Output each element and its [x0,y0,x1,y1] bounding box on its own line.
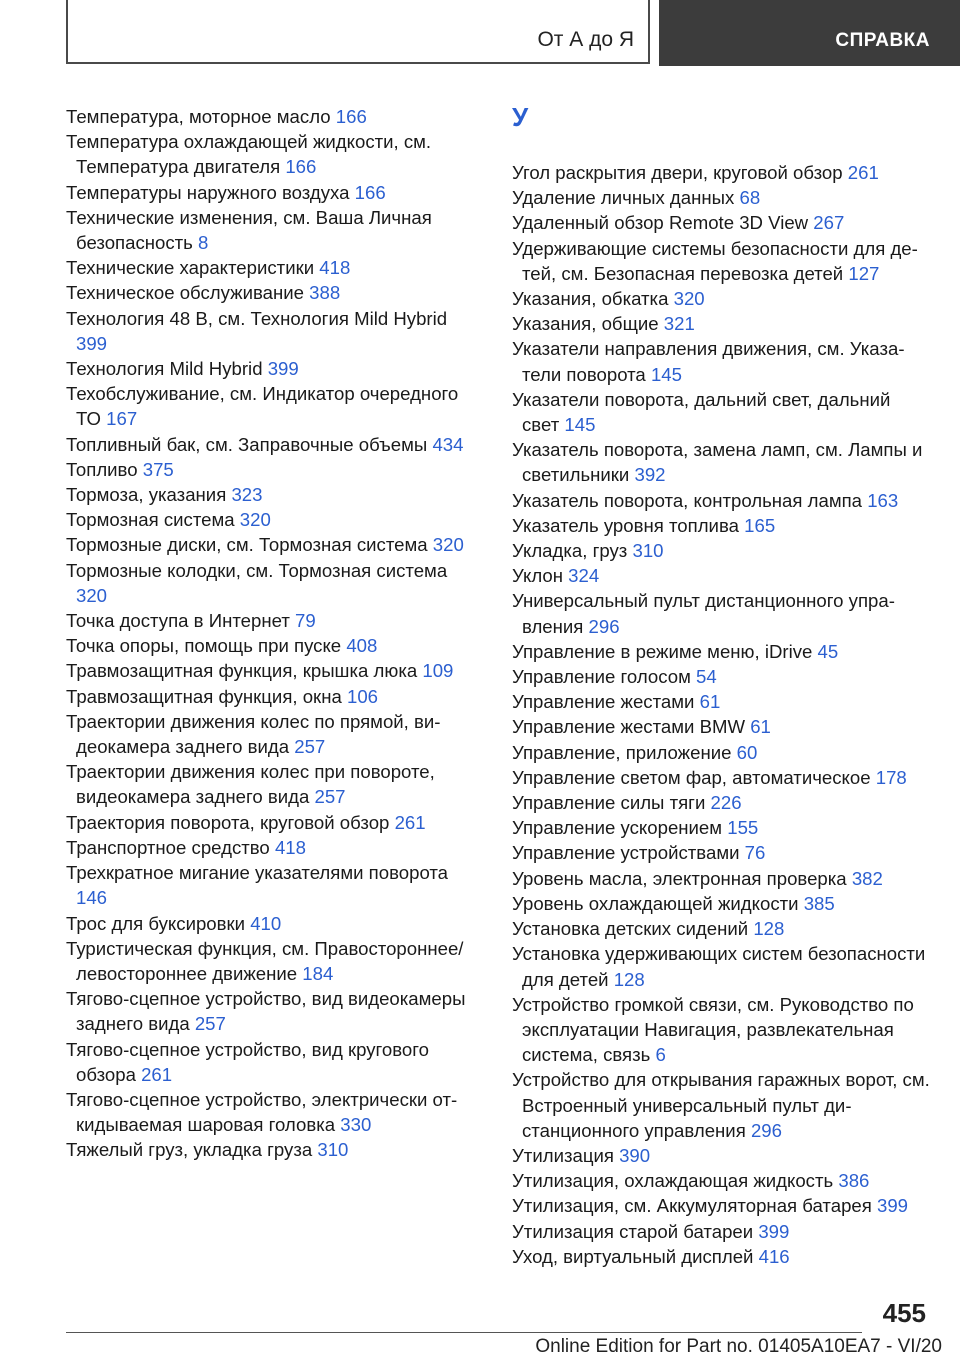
index-entry [512,740,932,765]
index-entry [512,1143,932,1168]
index-entry-text: Удаление личных данных [512,187,735,209]
page-reference-link[interactable]: 155 [727,817,759,839]
index-entry [512,941,932,991]
index-entry [512,311,932,336]
index-list-right [512,160,932,1269]
index-letter-heading: У [512,102,529,132]
page-header [0,0,960,66]
index-entry-text: Управление светом фар, автоматическое [512,766,871,788]
index-entry-text: Траектории движения колес по прямой, видеокамера заднего вида [66,710,441,758]
index-entry-text: Указатели поворота, дальний свет, дальний свет [512,388,891,436]
page-reference-link[interactable]: 68 [739,187,761,209]
index-entry [512,765,932,790]
index-entry-text: Удерживающие системы безопасности для детей, см. Безопасная перевозка детей [512,237,918,284]
index-entry [512,992,932,1068]
index-entry-text: Точка доступа в Интернет [66,610,290,632]
index-entry [66,810,482,835]
page-reference-link[interactable]: 390 [619,1144,651,1166]
index-entry-text: Указатель поворота, замена ламп, см. Лампы и светильники [512,439,923,486]
index-entry-text: Транспортное средство [66,836,270,858]
page-reference-link[interactable]: 167 [106,408,138,430]
index-entry [66,709,482,759]
index-entry [512,916,932,941]
page-reference-link[interactable]: 320 [239,509,271,531]
index-entry [66,608,482,633]
index-entry-text: Установка удерживающих систем безопасности для детей [512,943,926,990]
page-reference-link[interactable]: 261 [141,1063,173,1085]
page-reference-link[interactable]: 257 [194,1013,226,1035]
index-entry [66,457,482,482]
page-reference-link[interactable]: 6 [655,1044,666,1066]
page-reference-link[interactable]: 178 [875,766,907,788]
index-entry [512,185,932,210]
index-entry-text: Техобслуживание, см. Индикатор очередного ТО [66,383,459,430]
page-reference-link[interactable]: 166 [335,106,367,127]
index-entry-text: Технические изменения, см. Ваша Личная безопасность [66,206,432,254]
index-entry-text: Техническое обслуживание [66,282,304,304]
index-entry [512,210,932,235]
index-entry [512,588,932,638]
index-entry-text: Утилизация, см. Аккумуляторная батарея [512,1195,872,1217]
index-entry-text: Управление устройствами [512,842,740,864]
index-entry-text: Тягово-сцепное устройство, электрически откидываемая шаровая головка [66,1088,458,1136]
index-entry-text: Уровень охлаждающей жидкости [512,892,799,914]
index-entry-text: Указания, общие [512,313,659,335]
index-entry-text: Тяжелый груз, укладка груза [66,1139,313,1161]
page-reference-link[interactable]: 399 [76,332,108,354]
page-reference-link[interactable]: 267 [813,212,845,234]
index-entry-text: Технология Mild Hybrid [66,358,263,380]
page-reference-link[interactable]: 128 [753,918,785,940]
index-entry [66,860,482,910]
index-entry [66,986,482,1036]
index-entry-text: Тормозные колодки, см. Тормозная система [66,559,448,581]
chapter-label: СПРАВКА [835,30,930,51]
index-column-left [66,104,482,1163]
index-entry-text: Трехкратное мигание указателями поворота [66,862,449,884]
page-reference-link[interactable]: 310 [317,1139,349,1161]
index-entry-text: Укладка, груз [512,540,628,562]
index-entry [66,482,482,507]
index-entry-text: Уровень масла, электронная проверка [512,867,847,889]
index-entry-text: Указатель уровня топлива [512,514,739,536]
page-reference-link[interactable]: 330 [340,1114,372,1136]
index-entry-text: Устройство громкой связи, см. Руководство по эксплуатации Навигация, развлекательная система, связь [512,993,914,1066]
page-reference-link[interactable]: 320 [673,288,705,310]
page-reference-link[interactable]: 296 [588,615,620,637]
index-entry-text: Температура охлаждающей жидкости, см. Температура двигателя [66,131,432,178]
index-entry [512,538,932,563]
index-entry-text: Туристическая функция, см. Правостороннее/ левостороннее движение [66,937,464,984]
page-reference-link[interactable]: 408 [346,635,378,657]
index-entry-text: Траектория поворота, круговой обзор [66,811,390,833]
page-reference-link[interactable]: 61 [699,691,721,713]
index-entry [66,129,482,179]
page-reference-link[interactable]: 434 [432,433,464,455]
index-entry-text: Управление, приложение [512,741,732,763]
page-reference-link[interactable]: 385 [803,892,835,914]
page-reference-link[interactable]: 163 [867,489,899,511]
index-entry [512,891,932,916]
page-reference-link[interactable]: 79 [295,610,316,632]
page-reference-link[interactable]: 128 [613,968,645,990]
page-reference-link[interactable]: 184 [302,962,334,984]
index-entry [512,1067,932,1143]
index-entry [66,306,482,356]
page-reference-link[interactable]: 388 [309,282,341,304]
page-reference-link[interactable]: 145 [650,363,682,385]
page-reference-link[interactable]: 109 [422,660,454,682]
index-entry [66,180,482,205]
index-entry [512,815,932,840]
index-entry [512,639,932,664]
index-entry [66,507,482,532]
page-reference-link[interactable]: 375 [142,458,174,480]
index-entry [512,664,932,689]
index-entry-text: Управление ускорением [512,817,723,839]
index-entry-text: Утилизация старой батареи [512,1220,754,1242]
index-entry [66,936,482,986]
page-reference-link[interactable]: 416 [758,1245,790,1267]
index-entry [512,488,932,513]
page-reference-link[interactable]: 310 [632,540,664,562]
index-entry [66,532,482,557]
index-entry-text: Утилизация, охлаждающая жидкость [512,1170,834,1192]
page-reference-link[interactable]: 145 [564,414,596,436]
page-reference-link[interactable]: 296 [750,1119,782,1141]
index-entry [66,1137,482,1162]
index-entry-text: Удаленный обзор Remote 3D View [512,212,809,234]
index-entry-text: Управление в режиме меню, iDrive [512,640,813,662]
index-entry [512,1168,932,1193]
page-reference-link[interactable]: 323 [231,484,263,506]
index-entry [512,866,932,891]
index-entry-text: Уклон [512,565,563,587]
index-entry-text: Трос для буксировки [66,912,246,934]
index-entry [512,689,932,714]
index-entry-text: Травмозащитная функция, окна [66,685,342,707]
section-tab [66,0,650,64]
page-reference-link[interactable]: 410 [250,912,282,934]
index-entry-text: Универсальный пульт дистанционного управления [512,590,895,637]
index-entry [66,255,482,280]
index-entry [512,840,932,865]
index-entry [512,437,932,487]
index-entry-text: Тягово-сцепное устройство, вид видеокамеры заднего вида [66,988,466,1035]
index-entry-text: Устройство для открывания гаражных ворот, см. Встроенный универсальный пульт дистанционного управления [512,1069,930,1141]
index-entry [512,714,932,739]
index-entry-text: Управление жестами [512,691,695,713]
index-entry-text: Управление жестами BMW [512,716,746,738]
index-entry-text: Тормозная система [66,509,235,531]
index-entry-text: Травмозащитная функция, крышка люка [66,660,418,682]
index-entry-text: Утилизация [512,1144,614,1166]
index-entry [66,104,482,129]
page-reference-link[interactable]: 321 [663,313,695,335]
page-reference-link[interactable]: 165 [744,514,776,536]
index-entry [66,1037,482,1087]
footer-edition-text: Online Edition for Part no. 01405A10EA7 - VI/20 [535,1336,942,1357]
page-reference-link[interactable]: 257 [294,736,326,758]
index-entry [512,1193,932,1218]
index-entry-text: Тягово-сцепное устройство, вид кругового обзора [66,1038,429,1085]
page-reference-link[interactable]: 8 [198,232,209,254]
section-label: От А до Я [537,28,634,51]
page-reference-link[interactable]: 392 [634,464,666,486]
index-entry [512,513,932,538]
index-entry [66,558,482,608]
page-reference-link[interactable]: 399 [877,1195,909,1217]
index-entry [66,1087,482,1137]
index-entry [512,286,932,311]
index-entry-text: Указания, обкатка [512,288,669,310]
page-reference-link[interactable]: 166 [285,156,317,178]
index-entry [512,236,932,286]
index-entry [66,280,482,305]
index-entry-text: Управление силы тяги [512,792,706,814]
page-reference-link[interactable]: 399 [267,358,299,380]
index-entry-text: Указатель поворота, контрольная лампа [512,489,863,511]
index-entry-text: Уход, виртуальный дисплей [512,1245,754,1267]
index-entry [66,205,482,255]
page-reference-link[interactable]: 320 [76,584,108,606]
page-reference-link[interactable]: 76 [744,842,766,864]
index-entry [66,633,482,658]
index-entry [66,911,482,936]
page-reference-link[interactable]: 61 [750,716,771,738]
page-number: 455 [882,1298,926,1328]
index-entry [512,387,932,437]
page-reference-link[interactable]: 127 [848,262,880,284]
index-entry [66,759,482,809]
chapter-tab [659,0,960,66]
index-entry-text: Температуры наружного воздуха [66,181,350,203]
index-entry [512,336,932,386]
index-entry [66,381,482,431]
page-reference-link[interactable]: 324 [568,565,600,587]
index-entry-text: Точка опоры, помощь при пуске [66,635,342,657]
index-entry-text: Управление голосом [512,666,691,688]
index-entry [66,684,482,709]
page-reference-link[interactable]: 226 [710,792,742,814]
page-reference-link[interactable]: 106 [346,685,379,707]
index-entry [512,1244,932,1269]
index-column-right [512,104,932,1269]
index-entry-text: Технические характеристики [66,257,315,279]
index-entry-text: Тормозные диски, см. Тормозная система [66,534,428,556]
index-entry-text: Угол раскрытия двери, круговой обзор [512,162,843,183]
index-entry [512,790,932,815]
page-reference-link[interactable]: 257 [314,786,346,808]
page-reference-link[interactable]: 261 [394,811,426,833]
page-reference-link[interactable]: 60 [736,741,758,763]
index-entry-text: Тормоза, указания [66,484,227,506]
page-reference-link[interactable]: 54 [696,666,717,688]
page-reference-link[interactable]: 166 [354,181,386,203]
page-reference-link[interactable]: 386 [838,1170,870,1192]
index-entry-text: Топливный бак, см. Заправочные объемы [66,433,428,455]
page-reference-link[interactable]: 320 [432,534,464,556]
index-entry-text: Указатели направления движения, см. Указатели поворота [512,338,905,385]
page-reference-link[interactable]: 45 [817,640,839,662]
index-entry [512,160,932,185]
page-reference-link[interactable]: 399 [758,1220,790,1242]
page-reference-link[interactable]: 146 [76,887,108,909]
index-entry-text: Установка детских сидений [512,918,749,940]
index-entry [66,835,482,860]
page-reference-link[interactable]: 382 [851,867,883,889]
index-entry [66,356,482,381]
index-entry [512,1219,932,1244]
footer-divider [66,1332,862,1333]
index-entry-text: Температура, моторное масло [66,106,331,127]
page-reference-link[interactable]: 418 [274,836,306,858]
index-entry-text: Технология 48 В, см. Технология Mild Hybrid [66,307,448,329]
index-entry-text: Траектории движения колес при повороте, видеокамера заднего вида [66,761,435,808]
index-entry [66,432,482,457]
page-reference-link[interactable]: 261 [847,162,879,183]
index-entry-text: Топливо [66,458,138,480]
index-entry [66,658,482,683]
index-entry [512,563,932,588]
page-reference-link[interactable]: 418 [319,257,351,279]
